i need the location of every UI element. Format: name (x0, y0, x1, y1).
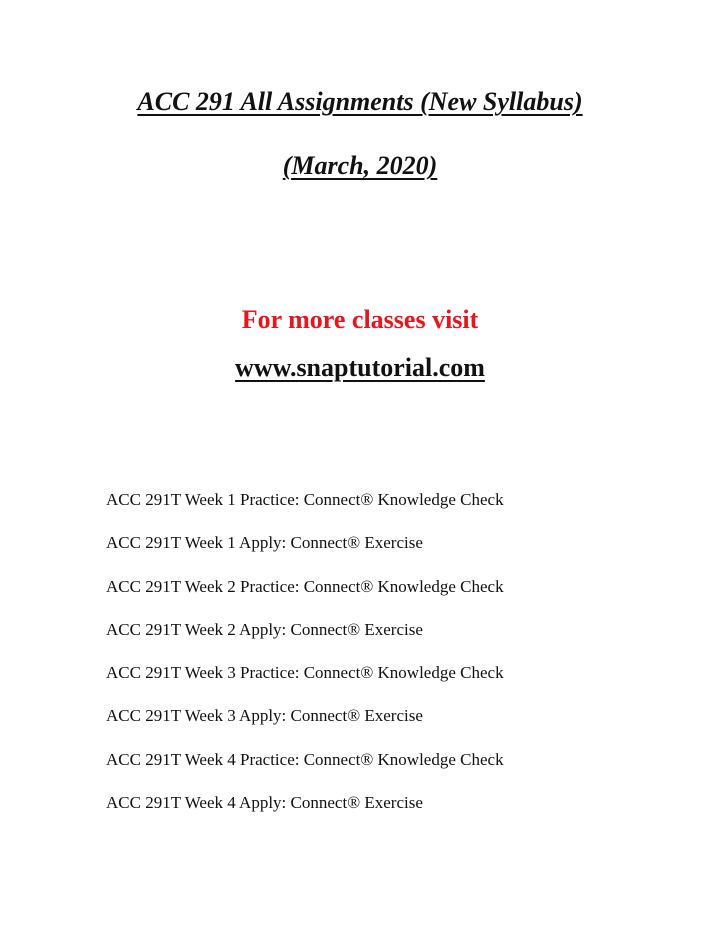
assignment-list (106, 489, 504, 835)
assignment-item: ACC 291T Week 2 Apply: Connect® Exercise (106, 619, 423, 639)
assignment-item: ACC 291T Week 1 Practice: Connect® Knowledge Check (106, 490, 504, 509)
assignment-item: ACC 291T Week 3 Practice: Connect® Knowledge Check (106, 663, 504, 683)
assignment-item: ACC 291T Week 4 Apply: Connect® Exercise (106, 793, 423, 813)
assignment-item: ACC 291T Week 3 Apply: Connect® Exercise (106, 706, 423, 726)
document-title: ACC 291 All Assignments (New Syllabus) (137, 87, 583, 116)
assignment-item: ACC 291T Week 4 Practice: Connect® Knowledge Check (106, 749, 504, 769)
website-link[interactable]: www.snaptutorial.com (235, 353, 485, 382)
assignment-item: ACC 291T Week 1 Apply: Connect® Exercise (106, 533, 423, 553)
assignment-item: ACC 291T Week 2 Practice: Connect® Knowledge Check (106, 576, 504, 596)
promo-text: For more classes visit (241, 305, 479, 334)
document-date: (March, 2020) (282, 151, 438, 180)
